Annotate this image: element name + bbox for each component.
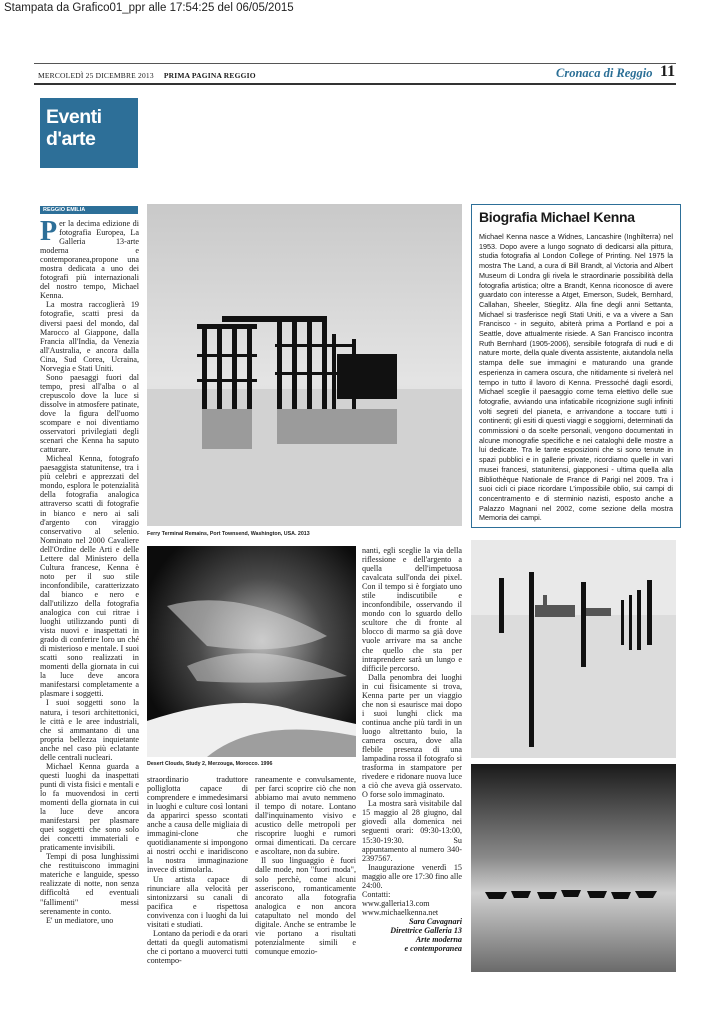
col2-p1: straordinario traduttore polliglotta capace di comprendere e immedesimarsi in luoghi e culture così lontani da apparirci spesso scontati anche a causa delle migliaia di immagini-clone che quotidianamente si impongono ai nostri occhi e inaridiscono la nostra immaginazione invece di stimolarla.: [147, 775, 248, 875]
col1-p5: I suoi soggetti sono la natura, i tesori architettonici, le città e le aree industriali, che si ammantano di una propria bellezza inquietante anche nel caso più eclatante delle centrali nucleari.: [40, 698, 139, 762]
article-col-3: [255, 775, 356, 956]
kicker: REGGIO EMILIA: [40, 206, 138, 214]
col4-p2: Dalla penombra dei luoghi in cui fisicamente si trova, Kenna parte per un viaggio che non si esaurisce mai dopo i suoi lunghi click ma continua anche più tardi in un luogo altrettanto buio, la camera oscura, dove alla flebile presenza di una lampadina rossa il fotografo si trasforma in stampatore per rivedere e ridonare nuova luce a ciò che aveva già osservato. O forse solo immaginato.: [362, 672, 462, 800]
col4-p3: La mostra sarà visitabile dal 15 maggio al 28 giugno, dal giovedì alla domenica nei seguenti orari: 09:30-13:00, 15:30-19:30. Su appuntamento al numero 340-2397567.: [362, 799, 462, 863]
header-date: MERCOLEDÌ 25 DICEMBRE 2013: [38, 71, 154, 80]
col1-p6: Michael Kenna guarda a questi luoghi da inaspettati punti di vista fisici e mentali e lo fa muovendosi in certi momenti della giornata in cui la luce deve ancora manifestarsi per plasmare quei soggetti che sono solo dei concetti immateriali e praticamente invisibili.: [40, 761, 139, 853]
article-col-4: [362, 546, 462, 953]
photo-boats: [471, 764, 676, 972]
signature-org-2: e contemporanea: [404, 944, 462, 954]
photo-desert-clouds: [147, 546, 356, 757]
col2-p2: Un artista capace di rinunciare alla velocità per sintonizzarsi su canali di pacifica e rispettosa convivenza con i luoghi da lui visitati e studiati.: [147, 874, 248, 929]
photo-ferry-terminal: [147, 204, 462, 526]
col4-p1: nanti, egli sceglie la via della riflessione e dell'argento a quella dell'impetuosa cavalcata sull'onda dei pixel. Con il tempo si è forgiato uno stile indiscutibile e inconfondibile, osservando il mondo con lo sguardo dello scultore che di fronte al blocco di marmo sa già dove vuole arrivare ma sa anche che quello che sta per intraprendere sarà un lungo e difficile percorso.: [362, 546, 462, 673]
signature-name: Sara Cavagnari: [408, 916, 462, 926]
page-number: 11: [660, 63, 676, 80]
print-stamp: Stampata da Grafico01_ppr alle 17:54:25 del 06/05/2015: [4, 2, 294, 14]
header-rule: [34, 83, 676, 85]
signature-org-1: Arte moderna: [415, 935, 462, 945]
eventi-label: [40, 98, 138, 168]
dropcap: P: [40, 216, 58, 247]
article-col-2: [147, 775, 248, 965]
caption-desert: Desert Clouds, Study 2, Merzouga, Morocco. 1996: [147, 761, 273, 767]
header-section: Cronaca di Reggio: [556, 66, 653, 80]
contact-web-2: www.michaelkenna.net: [362, 907, 439, 917]
col4-p4: Inaugurazione venerdì 15 maggio alle ore 17:30 fino alle 24:00.: [362, 862, 462, 890]
header-edition: PRIMA PAGINA REGGIO: [163, 71, 256, 80]
eventi-line2: d'arte: [46, 128, 96, 150]
header-date-line: [38, 71, 256, 80]
bio-text: Michael Kenna nasce a Widnes, Lancashire (Inghilterra) nel 1953. Dopo avere a lungo sognato di dedicarsi alla pittura, studia fotografia al London College of Printing. Nel 1975 la mostra The Land, a cura di Bill Brandt, al Victoria and Albert Museum di Londra gli rivela le straordinarie possibilità della fotografia artistica; oltre a Brandt, Kenna riconosce di avere guardato con interesse a Atget, Emerson, Sudek, Bernhard, Callahan, Sheeler, Stieglitz. Alla fine degli anni Settanta, Michael si trasferisce negli Stati Uniti, e va a vivere a San Francisco - in seguito, abiterà prima a Portland e poi a Seattle, dove attualmente risiede. A San Francisco incontra Ruth Bernhard (1905-2006), sensibile fotografa di nudi e di nature morte, della quale diventa assistente, aiutandola nella stampa delle sue immagini e maturando una grande esperienza in camera oscura, che nitidamente si rivelerà nel tempo in tutto il lavoro di Kenna. Pressoché dagli esordi, Michael sceglie il paesaggio come tema elettivo delle sue fotografie, avviando una infaticabile ricognizione sugli infiniti volti segreti del pianeta, e arrivandone a toccare tutti i continenti; gli esiti di questi viaggi e soggiorni, determinati da commissioni o da scelte personali, vengono documentati in alcune monografie specifiche e nei cataloghi delle mostre a lui dedicate. Tra le tante esposizioni che si sono tenute in spazi pubblici e in gallerie private, ricordiamo quelle in vari musei francesi, statunitensi, giapponesi - ultima quella alla Bibliothèque Nationale de France di Parigi nel 2009. Tra i suoi cicli ci piace ricordare L'impossibile oblio, sui campi di concentramento e di sterminio nazisti, esposto anche a Palazzo Magnani nel 2002, come sezione della mostra Memoria dei campi.: [479, 232, 673, 523]
signature-role: Direttrice Galleria 13: [390, 925, 462, 935]
photo-venice-posts: [471, 540, 676, 758]
bio-title: Biografia Michael Kenna: [479, 209, 635, 225]
contacts-label: Contatti:: [362, 889, 391, 899]
col1-p1: er la decima edizione di fotografia Europea, La Galleria 13-arte moderna e contemporanea,propone una mostra dedicata a uno dei fotografi più internazionali del nostro tempo, Michael Kenna.: [40, 219, 139, 301]
col1-p8: E' un mediatore, uno: [46, 915, 114, 925]
eventi-line1: Eventi: [46, 106, 102, 128]
col2-p3: Lontano da periodi e da orari dettati da quegli automatismi che ci portano a muoverci tutti contempo-: [147, 928, 248, 965]
signature: [362, 917, 462, 953]
col1-p3: Sono paesaggi fuori dal tempo, presi all'alba o al crepuscolo dove la luce si dissolve in atmosfere patinate, dove la figura dell'uomo scompare e noi diventiamo osservatori privilegiati degli scenari che Kenna ha saputo catturare.: [40, 372, 139, 455]
col3-p1: raneamente e convulsamente, per farci scoprire ciò che non abbiamo mai avuto nemmeno il tempo di notare. Lontano dall'inquinamento visivo e acustico delle metropoli per riscoprire luoghi e rumori ormai dimenticati. Da cercare e ascoltare, non da subire.: [255, 775, 356, 857]
col1-p7: Tempi di posa lunghissimi che restituiscono immagini materiche e languide, spesso realizzate di notte, non senza difficoltà ed eventuali "fallimenti" messi serenamente in conto.: [40, 852, 139, 916]
contact-web-1: www.galleria13.com: [362, 898, 430, 908]
article-col-1: [40, 216, 139, 925]
caption-ferry: Ferry Terminal Remains, Port Townsend, Washington, USA. 2013: [147, 531, 310, 537]
col3-p2: Il suo linguaggio è fuori dalle mode, non "fuori moda", solo perchè, come alcuni asseriscono, romanticamente ancorato alla fotografia analogica e non ancora catapultato nel mondo del digitale. Anche se entrambe le vie portano a risultati potenzialmente simili e comunque emozio-: [255, 856, 356, 956]
top-rule: [34, 63, 676, 64]
col1-p2: La mostra raccoglierà 19 fotografie, scatti presi da diversi paesi del mondo, dal Marocco al Giappone, dalla Francia all'India, da Venezia all'Australia, e ancora dalla Cina, Sud Corea, Ucraina, Norvegia e Stati Uniti.: [40, 300, 139, 373]
col1-p4: Micheal Kenna, fotografo paesaggista statunitense, tra i più celebri e apprezzati del mondo, esplora le potenzialità della fotografia analogica attraverso scatti di fotografie in bianco e nero ai sali d'argento con viraggio conservativo al selenio. Nominato nel 2000 Cavaliere dell'Ordine delle Arti e delle Lettere dal Ministero della Cultura francese, Kenna è noto per il suo stile inconfondibile, caratterizzato dal bianco e nero e dall'utilizzo della fotografia analogica con cui ritrae i luoghi utilizzando punti di vista nuovi e inaspettati in grado di conferire loro un ché di misterioso e mentale. I suoi scatti sono realizzati in momenti della giornata in cui la luce deve ancora manifestarsi completamente a plasmare i soggetti.: [40, 454, 139, 699]
biography-box: [471, 204, 681, 528]
